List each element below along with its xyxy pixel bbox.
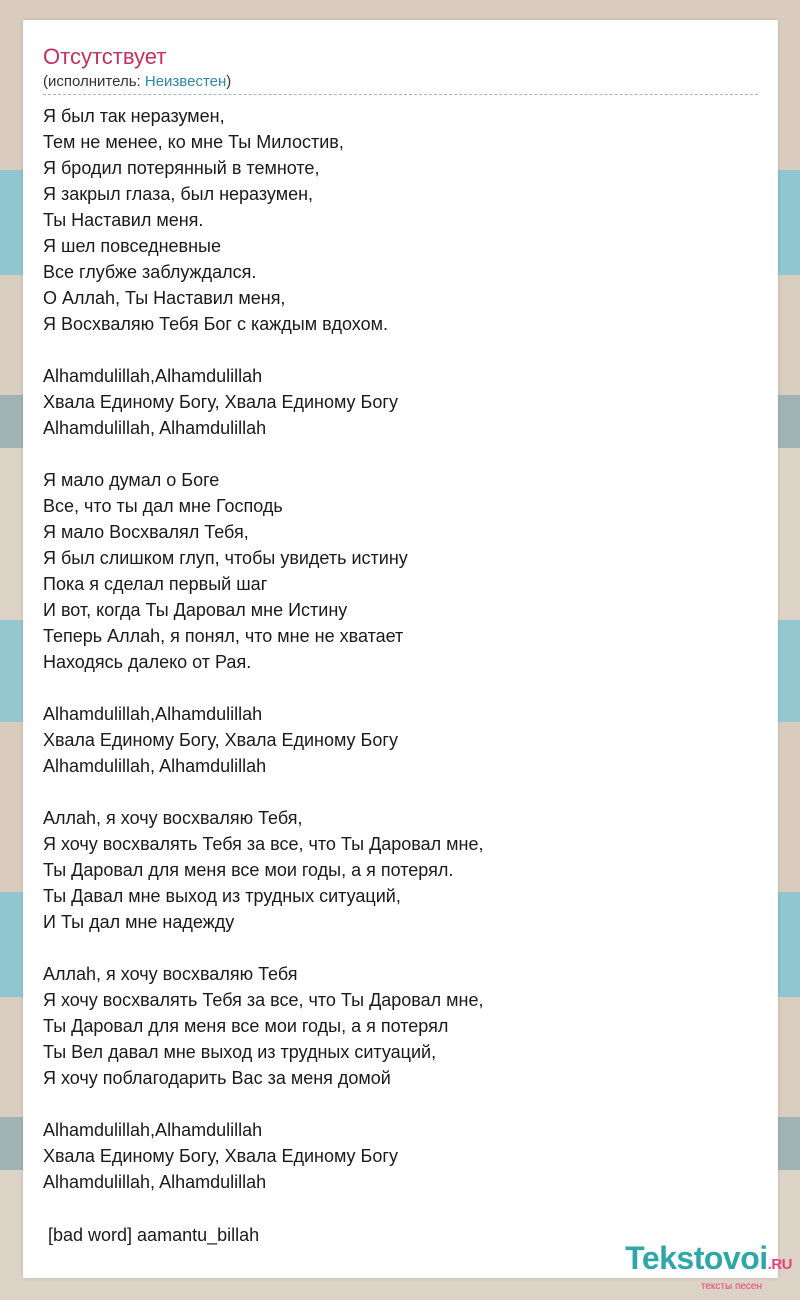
lyric-line: Alhamdulillah,Alhamdulillah [43, 704, 263, 724]
logo-tagline: тексты песен [700, 1281, 762, 1292]
logo-tld: .RU [767, 1256, 792, 1273]
lyric-line: Ты Наставил меня. [43, 210, 204, 230]
lyric-line: Alhamdulillah, Alhamdulillah [43, 756, 267, 776]
stanza-gap [43, 337, 758, 363]
stanza-gap [43, 779, 758, 805]
lyric-line: Хвала Единому Богу, Хвала Единому Богу [43, 392, 398, 412]
lyric-line: Alhamdulillah,Alhamdulillah [43, 1120, 263, 1140]
lyric-line: Хвала Единому Богу, Хвала Единому Богу [43, 730, 398, 750]
lyric-line: Alhamdulillah, Alhamdulillah [43, 418, 267, 438]
logo-wordmark [625, 1241, 792, 1282]
footer-note: [bad word] aamantu_billah [48, 1225, 260, 1245]
artist-line [43, 72, 758, 95]
song-header [43, 42, 758, 95]
artist-link[interactable]: Неизвестен [144, 73, 227, 90]
lyric-line: Alhamdulillah,Alhamdulillah [43, 366, 263, 386]
lyric-line: Я Восхваляю Тебя Бог с каждым вдохом. [43, 314, 388, 334]
lyric-line: Пока я сделал первый шаг [43, 574, 268, 594]
lyric-line: Я мало думал о Боге [43, 470, 220, 490]
lyric-line: Ты Вел давал мне выход из трудных ситуаций, [43, 1042, 437, 1062]
lyric-line: Я был так неразумен, [43, 106, 225, 126]
lyric-line: Ты Давал мне выход из трудных ситуаций, [43, 886, 401, 906]
logo-main-text: Tekstovoi [625, 1240, 768, 1276]
stanza-gap [43, 1091, 758, 1117]
lyric-line: Alhamdulillah, Alhamdulillah [43, 1172, 267, 1192]
lyric-line: Все, что ты дал мне Господь [43, 496, 283, 516]
lyric-line: Находясь далеко от Рая. [43, 652, 252, 672]
lyric-line: Ты Даровал для меня все мои годы, а я потерял [43, 1016, 449, 1036]
lyrics-stanza [43, 103, 758, 337]
lyric-line: Все глубже заблуждался. [43, 262, 257, 282]
site-logo[interactable] [625, 1241, 792, 1292]
lyric-line: И вот, когда Ты Даровал мне Истину [43, 600, 348, 620]
lyric-line: Я был слишком глуп, чтобы увидеть истину [43, 548, 408, 568]
lyric-line: Я хочу восхвалять Тебя за все, что Ты Даровал мне, [43, 990, 484, 1010]
artist-suffix: ) [226, 73, 232, 90]
lyric-line: И Ты дал мне надежду [43, 912, 235, 932]
lyrics-stanza [43, 701, 758, 779]
lyric-line: Я шел повседневные [43, 236, 221, 256]
song-title: Отсутствует [43, 44, 167, 69]
lyric-line: Хвала Единому Богу, Хвала Единому Богу [43, 1146, 398, 1166]
lyric-line: Я мало Восхвалял Тебя, [43, 522, 249, 542]
lyric-line: Я хочу поблагодарить Вас за меня домой [43, 1068, 391, 1088]
lyric-line: Я бродил потерянный в темноте, [43, 158, 320, 178]
lyric-line: Аллаh, я хочу восхваляю Тебя, [43, 808, 303, 828]
lyric-line: Аллаh, я хочу восхваляю Тебя [43, 964, 298, 984]
stanza-gap [43, 675, 758, 701]
lyrics-body [43, 103, 758, 1195]
lyrics-stanza [43, 1117, 758, 1195]
lyric-line: О Аллаh, Ты Наставил меня, [43, 288, 286, 308]
lyric-line: Теперь Аллаh, я понял, что мне не хватает [43, 626, 404, 646]
artist-prefix: (исполнитель: [43, 73, 145, 90]
lyric-line: Тем не менее, ко мне Ты Милостив, [43, 132, 344, 152]
lyrics-stanza [43, 363, 758, 441]
lyric-line: Я закрыл глаза, был неразумен, [43, 184, 314, 204]
stanza-gap [43, 441, 758, 467]
stanza-gap [43, 935, 758, 961]
lyrics-stanza [43, 467, 758, 675]
lyric-line: Ты Даровал для меня все мои годы, а я потерял. [43, 860, 454, 880]
lyrics-card [23, 20, 778, 1278]
lyrics-stanza [43, 805, 758, 935]
lyric-line: Я хочу восхвалять Тебя за все, что Ты Даровал мне, [43, 834, 484, 854]
lyrics-stanza [43, 961, 758, 1091]
